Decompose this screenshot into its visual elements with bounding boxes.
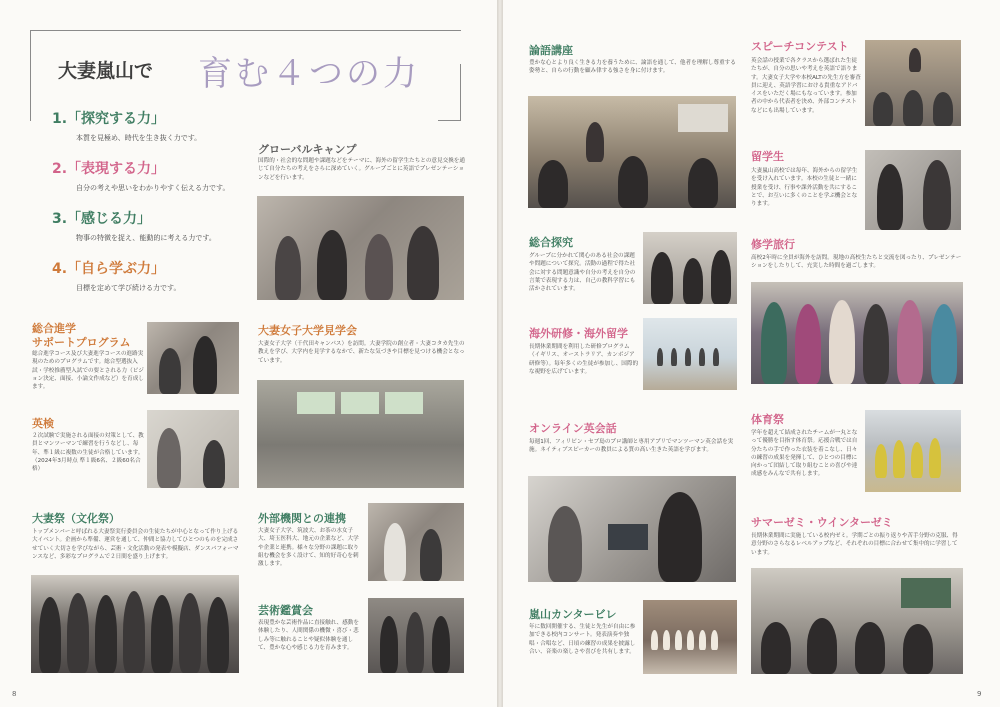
inquiry-title: 総合探究 xyxy=(529,236,573,249)
seminar-photo xyxy=(751,568,963,674)
power-3-label: 3.「感じる力」 xyxy=(52,211,152,227)
eiken-title: 英検 xyxy=(32,417,54,430)
art-title: 芸術鑑賞会 xyxy=(258,604,313,617)
page-number-right: 9 xyxy=(977,690,982,698)
power-1-label: 1.「探究する力」 xyxy=(52,111,166,127)
header-bracket-corner xyxy=(438,64,461,121)
support-body: 総合進学コース及び大妻進学コースの進路実現のためのプログラムです。総合型選抜入試・学校推薦型入試での要とされる力（ビジョン決定、面接、小論文作成など）を育成します。 xyxy=(32,351,144,391)
art-photo xyxy=(368,598,464,673)
eiken-body: ２次試験で実施される面接の対策として、教員とマンツーマンで練習を行うなどし、毎年、準１級に複数の生徒が合格しています。（2024年3月時点 準１級6名、２級60名合格） xyxy=(32,433,144,473)
speech-body: 英会話の授業で各クラスから選ばれた生徒たちが、自分の思いや考えを英語で語ります。大妻女子大学や本校ALTの先生方を審査員に迎え、英語学習における貴重なアドバイスをいただく場にもなっています。参加者の中から代表者を決め、外部コンテストなどにも出場しています。 xyxy=(751,58,861,114)
speech-photo xyxy=(865,40,961,126)
global-camp-photo xyxy=(257,196,464,300)
abroad-photo xyxy=(643,318,737,390)
lecture-body: 豊かな心とより良く生きる力を養うために、論語を通して、他者を理解し尊重する姿勢と、自らの行動を顧み律する強さを身に付けます。 xyxy=(529,60,736,75)
abroad-title: 海外研修・海外留学 xyxy=(529,327,628,340)
power-2-label: 2.「表現する力」 xyxy=(52,161,166,177)
exchange-photo xyxy=(865,150,961,230)
online-body: 毎週1回、フィリピン・セブ島のプロ講師と専用アプリでマンツーマン英会話を実施。ネイティブスピーカーの教員による質の高い生きた英語を学びます。 xyxy=(529,439,734,454)
sports-photo xyxy=(865,410,961,492)
power-4-label: 4.「自ら学ぶ力」 xyxy=(52,261,166,277)
power-2-sub: 自分の考えや思いをわかりやすく伝える力です。 xyxy=(76,184,230,192)
seminar-body: 長期休業期間に実施している校内ゼミ。学期ごとの振り返りや苦手分野の克服、得意分野のさらなるレベルアップなど、それぞれの目標に合わせて集中的に学習しています。 xyxy=(751,533,958,556)
header-big: 育む４つの力 xyxy=(198,54,420,94)
external-photo xyxy=(368,503,464,581)
cantabile-body: 年に数回開催する、生徒と先生が自由に参加できる校内コンサート。発表演奏や独唱・合唱など、日頃の練習の成果を披露し合い、音楽の楽しさや喜びを共有します。 xyxy=(529,624,636,655)
global-camp-title: グローバルキャンプ xyxy=(258,143,357,156)
univ-tour-body: 大妻女子大学（千代田キャンパス）を訪問。大妻学院の創立者・大妻コタカ先生の教えを学び、大学内を見学するなかで、新たな気づきや目標を見つける機会となっています。 xyxy=(258,341,465,364)
cantabile-title: 嵐山カンタービレ xyxy=(529,608,617,621)
festival-body: トップメンバーと呼ばれる大妻祭実行委員会の生徒たちが中心となって作り上げる大イベント。企画から準備、運営を通して、仲間と協力してひとつのものを完成させていく大切さを学びながら、芸術・文化活動の発表や模擬店、ダンスパフォーマンスなど、多彩なプログラムで２日間を盛り上げます。 xyxy=(32,529,239,560)
power-1-sub: 本質を見極め、時代を生き抜く力です。 xyxy=(76,134,202,142)
trip-photo xyxy=(751,282,963,384)
sports-body: 学年を超えて結成されたチームが一丸となって優勝を目指す体育祭。応援合戦では自分たちの手で作った衣装を着こなし、日々の練習の成果を発揮して、ひとつの目標に向かって団結して取り組むことの喜びや達成感をみんなで共有します。 xyxy=(751,430,858,478)
eiken-photo xyxy=(147,410,239,488)
page-number-left: 8 xyxy=(12,690,17,698)
exchange-title: 留学生 xyxy=(751,150,784,163)
global-camp-body: 国際的・社会的な問題や課題などをテーマに、海外の留学生たちとの意見交換を通じて自分たちの考えをさらに深めていく。グループごとに英語でプレゼンテーションなどを行います。 xyxy=(258,158,465,181)
sports-title: 体育祭 xyxy=(751,413,784,426)
external-title: 外部機関との連携 xyxy=(258,512,346,525)
inquiry-photo xyxy=(643,232,737,304)
univ-tour-title: 大妻女子大学見学会 xyxy=(258,324,357,337)
trip-body: 高校2年時に全員が海外を訪問。現地の高校生たちと交流を図ったり、プレゼンテーションをしたりして、充実した時間を過ごします。 xyxy=(751,255,962,270)
support-title-1: 総合進学 xyxy=(32,322,76,335)
festival-photo xyxy=(31,575,239,673)
power-4-sub: 目標を定めて学び続ける力です。 xyxy=(76,284,181,292)
support-title-2: サポートプログラム xyxy=(32,336,131,349)
abroad-body: 長期休業期間を利用した研修プログラム（イギリス、オーストラリア、カンボジア研修等）。毎年多くの生徒が参加し、国際的な視野を広げています。 xyxy=(529,344,639,375)
online-photo xyxy=(528,476,736,582)
online-title: オンライン英会話 xyxy=(529,422,617,435)
cantabile-photo xyxy=(643,600,737,674)
inquiry-body: グループに分かれて関心のある社会の課題や問題について探究。活動の過程で得た社会に対する問題意識や自分の考えを自分の言葉で表現する力は、自己の教科学習にも活かされています。 xyxy=(529,253,636,293)
speech-title: スピーチコンテスト xyxy=(751,40,849,53)
right-page xyxy=(503,0,1000,707)
univ-tour-photo xyxy=(257,380,464,488)
lecture-photo xyxy=(528,96,736,208)
power-3-sub: 物事の特徴を捉え、能動的に考える力です。 xyxy=(76,234,216,242)
left-page xyxy=(0,0,497,707)
seminar-title: サマーゼミ・ウインターゼミ xyxy=(751,516,893,529)
support-photo xyxy=(147,322,239,394)
exchange-body: 大妻嵐山高校では毎年、海外からの留学生を受け入れています。本校の生徒と一緒に授業を受け、行事や課外活動を共にすることで、お互いに多くのことを学ぶ機会となります。 xyxy=(751,168,858,208)
art-body: 表現豊かな芸術作品に直接触れ、感動を体験したり、人間関係の機微・喜び・悲しみ等に触れることや疑似体験を通して、豊かな心や感じる力を育みます。 xyxy=(258,620,360,651)
festival-title: 大妻祭（文化祭） xyxy=(32,512,120,525)
lecture-title: 論語講座 xyxy=(529,44,573,57)
trip-title: 修学旅行 xyxy=(751,238,795,251)
external-body: 大妻女子大学、筑波大、お茶の水女子大、埼玉医科大、地元の企業など、大学や企業と連携。様々な分野の課題に取り組む機会を多く設けて、知的好奇心を刺激します。 xyxy=(258,528,359,568)
header-small: 大妻嵐山で xyxy=(58,60,154,82)
